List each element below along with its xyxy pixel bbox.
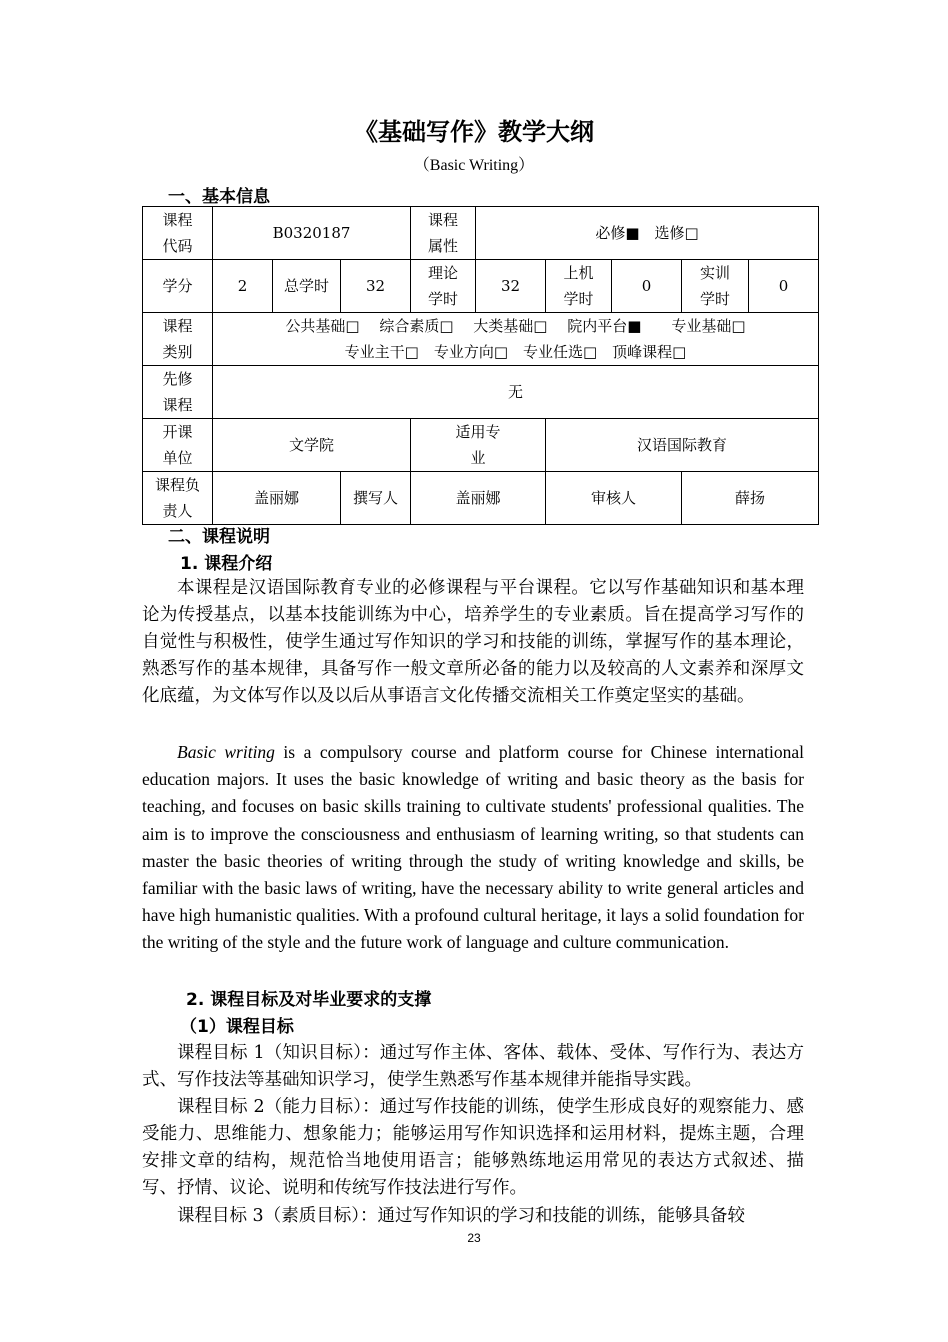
lab-hours-label: 上机学时 — [546, 260, 612, 313]
course-attr-value: 必修■ 选修□ — [476, 207, 819, 260]
category-line-1: 公共基础□ 综合素质□ 大类基础□ 院内平台■ 专业基础□ — [285, 317, 746, 335]
table-row — [143, 207, 819, 260]
course-goal-3: 课程目标 3（素质目标）：通过写作知识的学习和技能的训练，能够具备较 — [177, 1206, 745, 1226]
owner-value: 盖丽娜 — [213, 472, 341, 525]
practice-hours-label: 实训学时 — [682, 260, 749, 313]
lab-hours-value: 0 — [612, 260, 682, 313]
course-intro-english — [142, 739, 804, 957]
prereq-label: 先修课程 — [143, 366, 213, 419]
course-goal-2: 课程目标 2（能力目标）：通过写作技能的训练，使学生形成良好的观察能力、感受能力、思维能力、想象能力；能够运用写作知识选择和运用材料，提炼主题，合理安排文章的结构，规范恰当地使用语言；能够熟练地运用常见的表达方式叙述、描写、抒情、议论、说明和传统写作技法进行写作。 — [142, 1097, 804, 1198]
subheading-course-goals-support: 2. 课程目标及对毕业要求的支撑 — [186, 990, 432, 1010]
course-intro-english-text: is a compulsory course and platform course for Chinese international education majors. It uses the basic knowledge of writing and basic theory as the basis for teaching, and focuses on basic skills training to cultivate students' professional qualities. The aim is to improve the consciousness and enthusiasm of learning writing, so that students can master the basic theories of writing through the study of writing knowledge and skills, be familiar with the basic laws of writing, have the necessary ability to write general articles and have high humanistic qualities. With a profound cultural heritage, it lays a solid foundation for the writing of the style and the future work of language and culture communication. — [142, 742, 804, 953]
writer-value: 盖丽娜 — [411, 472, 546, 525]
dept-label: 开课单位 — [143, 419, 213, 472]
writer-label: 撰写人 — [341, 472, 411, 525]
reviewer-label: 审核人 — [546, 472, 682, 525]
document-title: 《基础写作》教学大纲 — [354, 118, 594, 146]
reviewer-value: 薛扬 — [682, 472, 819, 525]
subheading-course-goals: （1）课程目标 — [180, 1017, 294, 1037]
prereq-value: 无 — [213, 366, 819, 419]
table-row — [143, 313, 819, 366]
course-intro-chinese: 本课程是汉语国际教育专业的必修课程与平台课程。它以写作基础知识和基本理论为传授基点，以基本技能训练为中心，培养学生的专业素质。旨在提高学习写作的自觉性与积极性，使学生通过写作知识的学习和技能的训练，掌握写作的基本理论，熟悉写作的基本规律，具备写作一般文章所必备的能力以及较高的人文素养和深厚文化底蕴，为文体写作以及以后从事语言文化传播交流相关工作奠定坚实的基础。 — [142, 578, 804, 706]
course-code-value: B0320187 — [213, 207, 411, 260]
total-hours-label: 总学时 — [273, 260, 341, 313]
category-value — [213, 313, 819, 366]
course-goal-1: 课程目标 1（知识目标）：通过写作主体、客体、载体、受体、写作行为、表达方式、写作技法等基础知识学习，使学生熟悉写作基本规律并能指导实践。 — [142, 1043, 804, 1090]
section-heading-course-description: 二、课程说明 — [168, 527, 270, 547]
category-label: 课程类别 — [143, 313, 213, 366]
page-number: 23 — [467, 1231, 481, 1245]
course-name-italic: Basic writing — [177, 742, 275, 762]
category-line-2: 专业主干□ 专业方向□ 专业任选□ 顶峰课程□ — [344, 343, 687, 361]
document-subtitle: （Basic Writing） — [413, 157, 535, 174]
course-code-label: 课程代码 — [143, 207, 213, 260]
practice-hours-value: 0 — [749, 260, 819, 313]
course-attr-label: 课程属性 — [411, 207, 476, 260]
credit-label: 学分 — [143, 260, 213, 313]
dept-value: 文学院 — [213, 419, 411, 472]
theory-hours-label: 理论学时 — [411, 260, 476, 313]
table-row — [143, 419, 819, 472]
owner-label: 课程负责人 — [143, 472, 213, 525]
course-info-table — [142, 206, 819, 525]
credit-value: 2 — [213, 260, 273, 313]
total-hours-value: 32 — [341, 260, 411, 313]
table-row — [143, 366, 819, 419]
table-row — [143, 260, 819, 313]
section-heading-basic-info: 一、基本信息 — [168, 187, 270, 207]
theory-hours-value: 32 — [476, 260, 546, 313]
table-row — [143, 472, 819, 525]
major-value: 汉语国际教育 — [546, 419, 819, 472]
subheading-course-intro: 1. 课程介绍 — [180, 554, 273, 574]
major-label: 适用专业 — [411, 419, 546, 472]
